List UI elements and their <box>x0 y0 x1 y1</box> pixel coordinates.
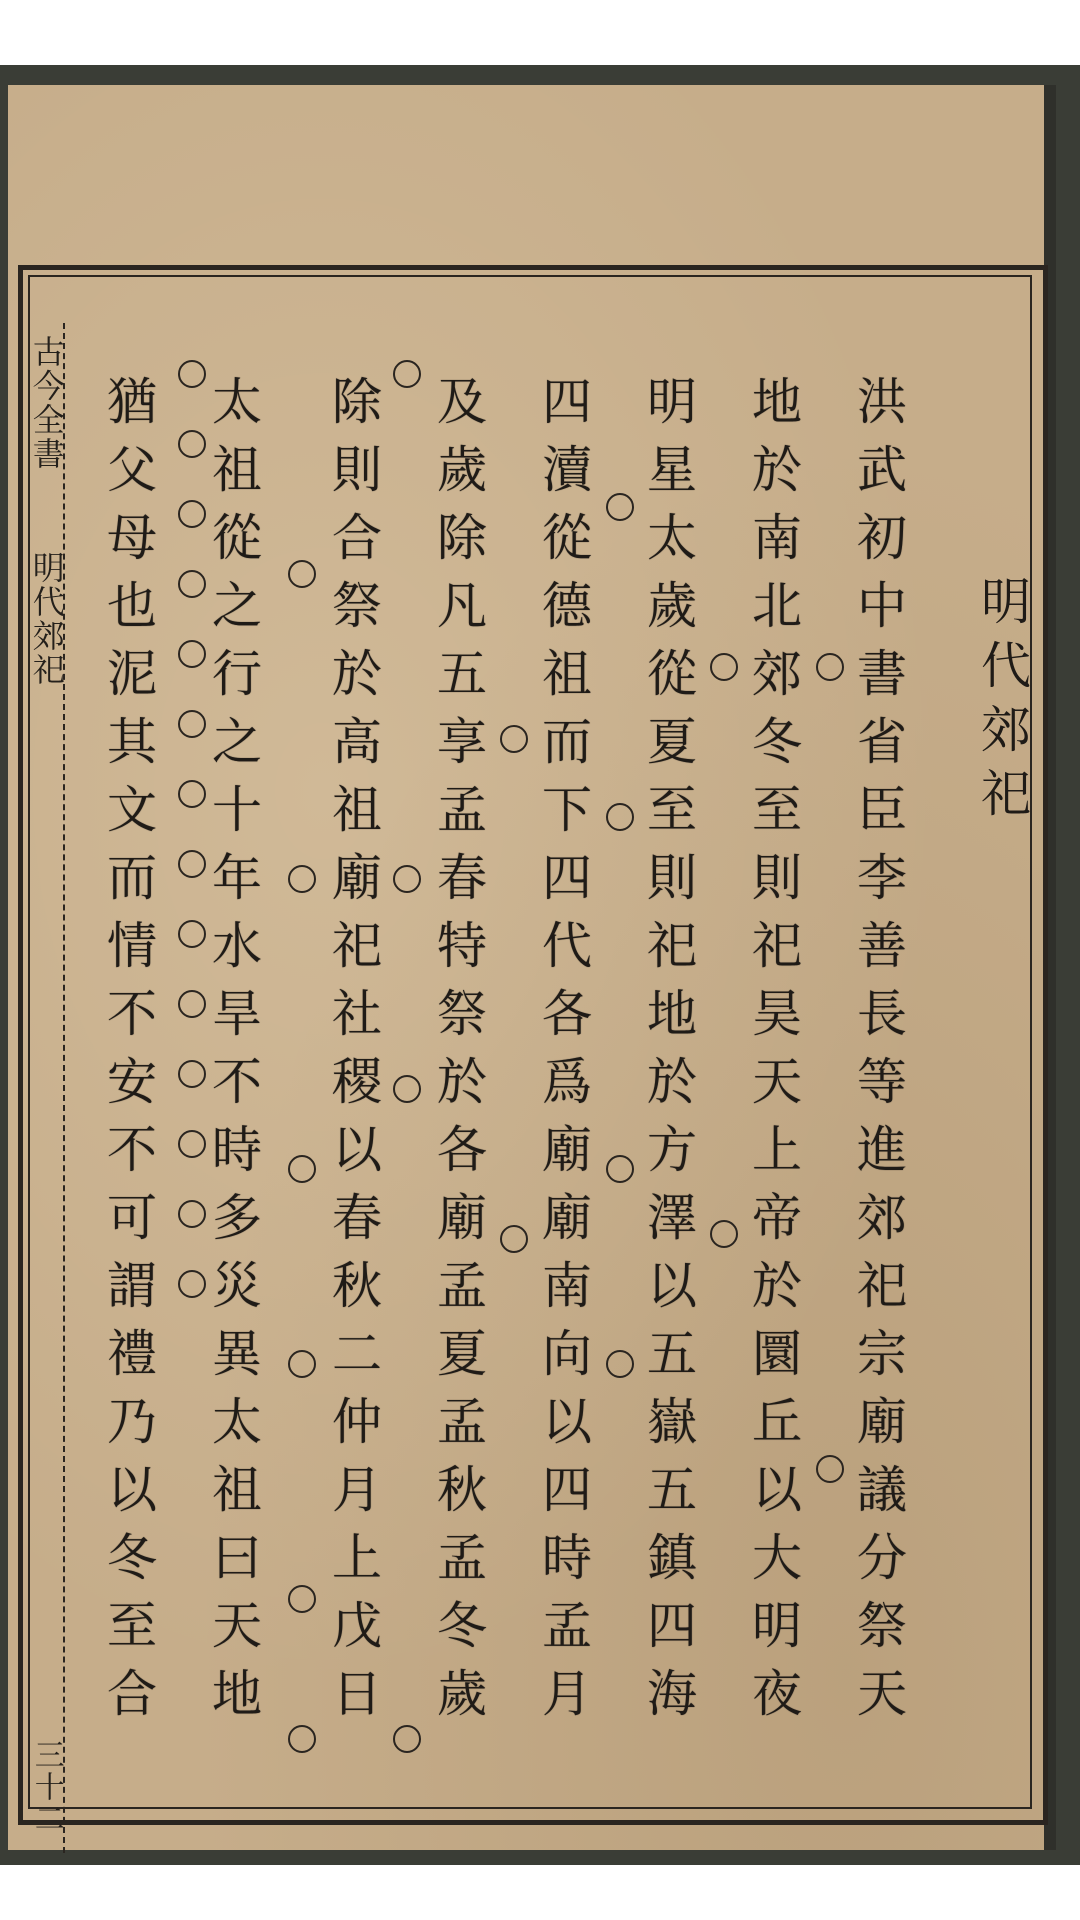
punctuation-circle <box>816 1455 844 1483</box>
punctuation-circle <box>606 803 634 831</box>
punctuation-circle <box>178 1060 206 1088</box>
punctuation-circle <box>393 1725 421 1753</box>
text-column: 明星太歲從夏至則祀地於方澤以五嶽五鎮四海 <box>639 375 697 1735</box>
punctuation-circle <box>288 1155 316 1183</box>
punctuation-circle <box>393 360 421 388</box>
punctuation-circle <box>178 780 206 808</box>
punctuation-circle <box>288 865 316 893</box>
punctuation-circle <box>178 1200 206 1228</box>
punctuation-circle <box>500 1225 528 1253</box>
punctuation-circle <box>710 653 738 681</box>
text-column: 太祖從之行之十年水旱不時多災異太祖曰天地 <box>204 375 262 1735</box>
punctuation-circle <box>178 850 206 878</box>
text-column: 及歲除凡五享孟春特祭於各廟孟夏孟秋孟冬歲 <box>429 375 487 1735</box>
text-column: 地於南北郊冬至則祀昊天上帝於圜丘以大明夜 <box>744 375 802 1735</box>
punctuation-circle <box>816 653 844 681</box>
punctuation-circle <box>288 1725 316 1753</box>
punctuation-circle <box>178 570 206 598</box>
punctuation-circle <box>178 430 206 458</box>
punctuation-circle <box>500 725 528 753</box>
punctuation-circle <box>178 1270 206 1298</box>
punctuation-circle <box>393 865 421 893</box>
punctuation-circle <box>393 1075 421 1103</box>
text-column: 猶父母也泥其文而情不安不可謂禮乃以冬至合 <box>99 375 157 1735</box>
punctuation-circle <box>606 1350 634 1378</box>
punctuation-circle <box>288 1585 316 1613</box>
punctuation-circle <box>178 990 206 1018</box>
text-column: 四瀆從德祖而下四代各爲廟廟南向以四時孟月 <box>534 375 592 1735</box>
margin-book-title: 古今全書 <box>27 335 66 471</box>
text-column: 洪武初中書省臣李善長等進郊祀宗廟議分祭天 <box>849 375 907 1735</box>
punctuation-circle <box>178 1130 206 1158</box>
margin-folio-number: 三十二 <box>28 1739 64 1835</box>
punctuation-circle <box>288 1350 316 1378</box>
punctuation-circle <box>178 360 206 388</box>
punctuation-circle <box>606 493 634 521</box>
book-page <box>8 85 1056 1850</box>
punctuation-circle <box>178 920 206 948</box>
margin-section-title: 明代郊祀 <box>27 551 66 687</box>
punctuation-circle <box>178 640 206 668</box>
punctuation-circle <box>178 500 206 528</box>
punctuation-circle <box>288 560 316 588</box>
section-heading: 明代郊祀 <box>973 575 1031 831</box>
text-column: 除則合祭於高祖廟祀社稷以春秋二仲月上戊日 <box>324 375 382 1735</box>
punctuation-circle <box>178 710 206 738</box>
punctuation-circle <box>606 1155 634 1183</box>
punctuation-circle <box>710 1220 738 1248</box>
page-margin <box>26 335 66 1835</box>
